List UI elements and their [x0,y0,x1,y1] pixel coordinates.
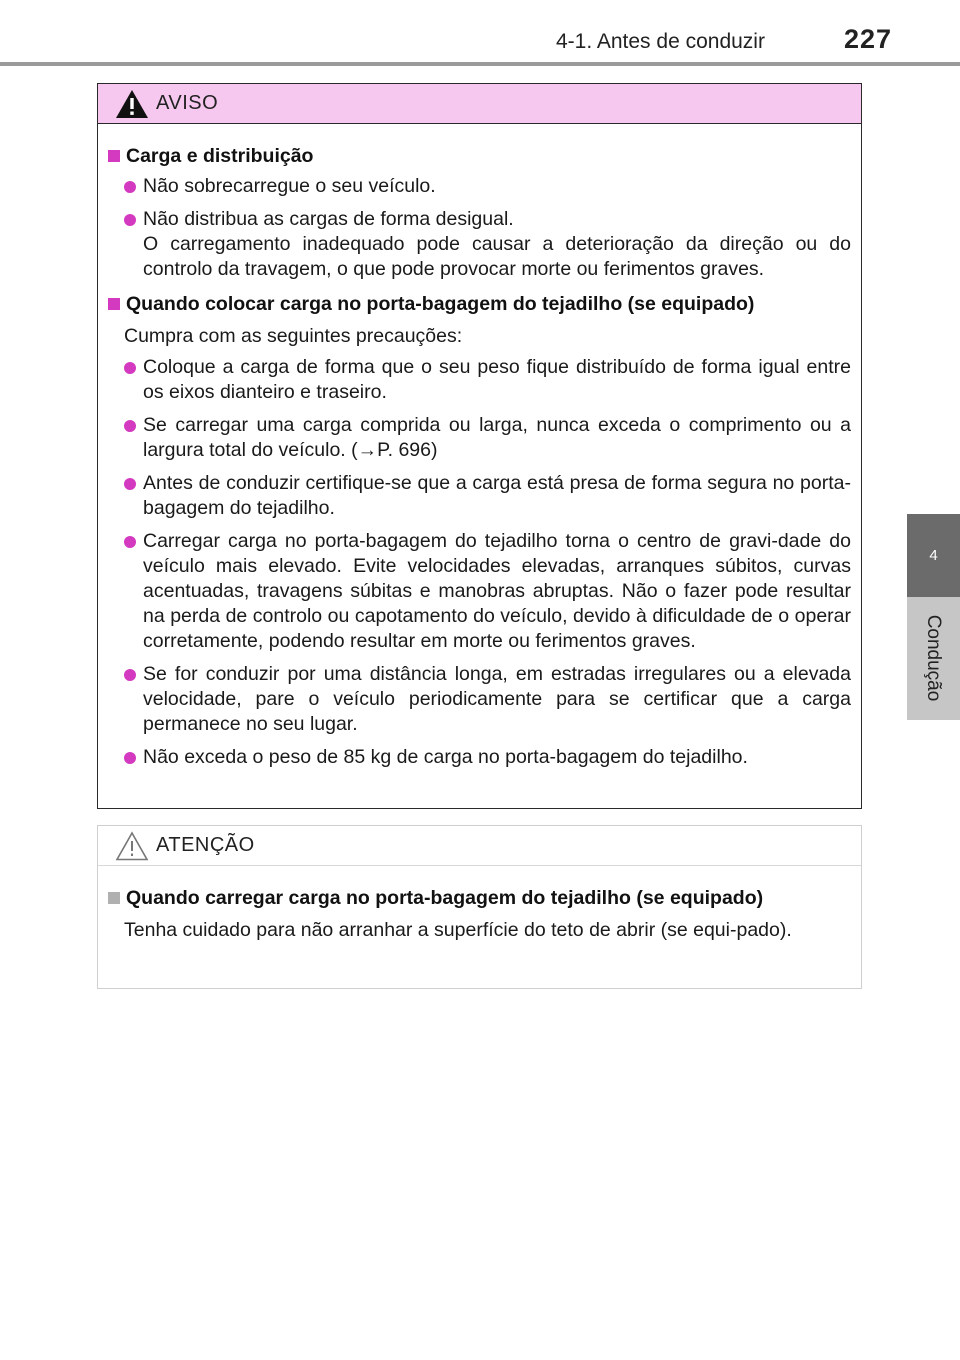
list-item-text: Carregar carga no porta-bagagem do tejadilho torna o centro de gravi-dade do veículo mais elevado. Evite velocidades elevadas, arranques súbitos, curvas acentuadas, travagens súbitas e manobras abruptas. Não o fazer pode resultar na perda de controlo ou capotamento do veículo, devido à dificuldade de o operar corretamente, podendo resultar em morte ou ferimentos graves. [143,530,851,652]
list-item-text: Não distribua as cargas de forma desigual. [143,208,514,230]
caution-header [98,826,861,866]
round-bullet-icon [124,181,136,193]
warning-title: AVISO [156,92,219,114]
list-item [108,662,851,737]
round-bullet-icon [124,536,136,548]
square-bullet-icon [108,150,120,162]
round-bullet-icon [124,214,136,226]
caution-body [98,866,861,944]
section-heading-text: Quando colocar carga no porta-bagagem do tejadilho (se equipado) [126,293,755,315]
list-item-text: Se for conduzir por uma distância longa, em estradas irregulares ou a elevada velocidade, pare o veículo periodicamente para se certificar que a carga permanece no seu lugar. [143,663,851,735]
list-item [108,745,851,770]
round-bullet-icon [124,669,136,681]
round-bullet-icon [124,420,136,432]
list-item-text: Não sobrecarregue o seu veículo. [143,175,436,197]
section-heading [108,290,851,318]
list-item-text: Coloque a carga de forma que o seu peso fique distribuído de forma igual entre os eixos dianteiro e traseiro. [143,356,851,403]
section-heading [108,142,851,170]
section-intro: Cumpra com as seguintes precauções: [124,325,463,347]
header-divider [0,62,960,66]
list-item [108,355,851,405]
list-item [108,207,851,282]
caution-title: ATENÇÃO [156,834,255,856]
warning-header [98,84,861,124]
caution-triangle-icon [114,830,150,862]
round-bullet-icon [124,752,136,764]
chapter-tab-number: 4 [907,514,960,597]
list-item [108,471,851,521]
caution-text: Tenha cuidado para não arranhar a superfície do teto de abrir (se equi-pado). [124,919,792,941]
warning-triangle-icon [114,88,150,120]
list-item [108,413,851,463]
round-bullet-icon [124,478,136,490]
caution-box [97,825,862,989]
page-number: 227 [844,24,893,54]
section-title: 4-1. Antes de conduzir [556,30,765,53]
list-item [108,529,851,654]
section-heading-text: Carga e distribuição [126,145,314,167]
list-item-text: Não exceda o peso de 85 kg de carga no porta-bagagem do tejadilho. [143,746,748,768]
round-bullet-icon [124,362,136,374]
list-item-text: Se carregar uma carga comprida ou larga, nunca exceda o comprimento ou a largura total do veículo. (→P. 696) [143,414,851,461]
list-item-text: O carregamento inadequado pode causar a deterioração da direção ou do controlo da travagem, o que pode provocar morte ou ferimentos graves. [143,233,851,280]
square-bullet-icon [108,298,120,310]
chapter-tab-label: Condução [923,614,944,702]
square-bullet-icon [108,892,120,904]
section-heading [108,884,851,912]
list-item [108,174,851,199]
warning-body [98,124,861,770]
warning-box [97,83,862,809]
list-item-text: Antes de conduzir certifique-se que a carga está presa de forma segura no porta-bagagem do tejadilho. [143,472,851,519]
section-heading-text: Quando carregar carga no porta-bagagem do tejadilho (se equipado) [126,887,764,909]
